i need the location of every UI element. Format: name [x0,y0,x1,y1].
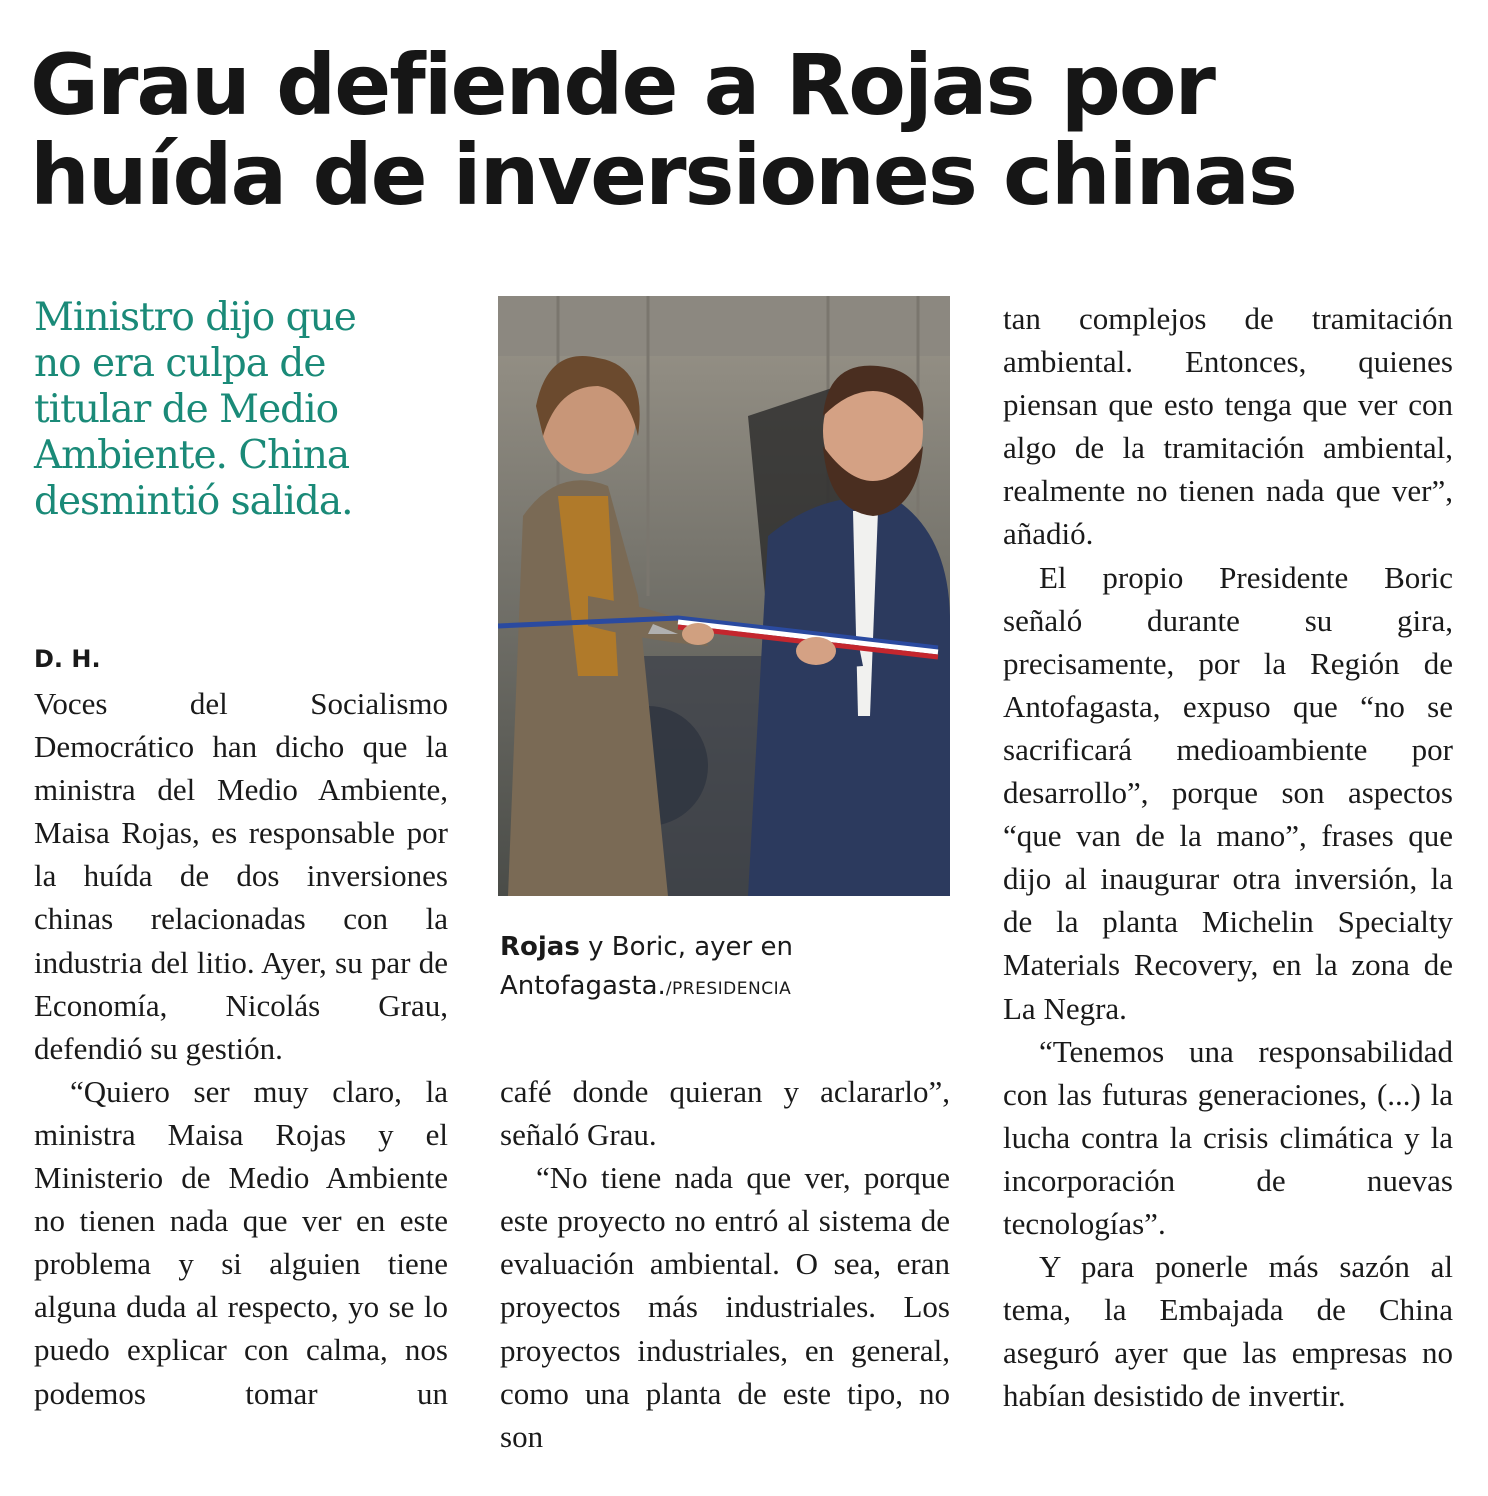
photo-credit: /PRESIDENCIA [665,979,792,999]
photo-caption [500,928,950,1009]
deck-line: Ministro dijo que [34,295,356,340]
headline-line-2: huída de inversiones chinas [30,126,1296,224]
headline [30,36,1470,224]
paragraph: “Tenemos una responsabilidad con las futuras generaciones, (...) la lucha contra la crisis climática y la incorporación de nuevas tecnologías”. [1003,1033,1453,1241]
paragraph: El propio Presidente Boric señaló durante su gira, precisamente, por la Región de Antofagasta, expuso que “no se sacrificará medioambiente por desarrollo”, porque son aspectos “que van de la mano”, frases que dijo al inaugurar otra inversión, la de la planta Michelin Specialty Materials Recovery, en la zona de La Negra. [1003,559,1453,1026]
caption-bold: Rojas [500,932,580,962]
headline-line-1: Grau defiende a Rojas por [30,36,1214,134]
article-column-1 [34,682,448,1415]
paragraph: Y para ponerle más sazón al tema, la Embajada de China aseguró ayer que las empresas no habían desistido de invertir. [1003,1249,1453,1414]
caption-text: y Boric, ayer en Antofagasta. [500,932,793,1001]
byline: D. H. [34,645,101,673]
paragraph: tan complejos de tramitación ambiental. Entonces, quienes piensan que esto tenga que ver con algo de la tramitación ambiental, realmente no tienen nada que ver”, añadió. [1003,301,1453,552]
deck-line: desmintió salida. [34,479,353,524]
article-column-2 [500,1070,950,1458]
paragraph: “Quiero ser muy claro, la ministra Maisa Rojas y el Ministerio de Medio Ambiente no tienen nada que ver en este problema y si alguien tiene alguna duda al respecto, yo se lo puedo explicar con calma, nos podemos tomar un [34,1073,448,1411]
article-photo [498,296,950,896]
paragraph: “No tiene nada que ver, porque este proyecto no entró al sistema de evaluación ambiental. O sea, eran proyectos más industriales. Los proyectos industriales, en general, como una planta de este tipo, no son [500,1160,950,1454]
photo-illustration [498,296,950,896]
deck-line: titular de Medio [34,387,339,432]
paragraph: café donde quieran y aclararlo”, señaló Grau. [500,1074,950,1153]
deck-subheadline [34,295,454,525]
deck-line: Ambiente. China [34,433,350,478]
paragraph: Voces del Socialismo Democrático han dicho que la ministra del Medio Ambiente, Maisa Rojas, es responsable por la huída de dos inversiones chinas relacionadas con la industria del litio. Ayer, su par de Economía, Nicolás Grau, defendió su gestión. [34,686,448,1066]
deck-line: no era culpa de [34,341,326,386]
article-column-3 [1003,297,1453,1417]
